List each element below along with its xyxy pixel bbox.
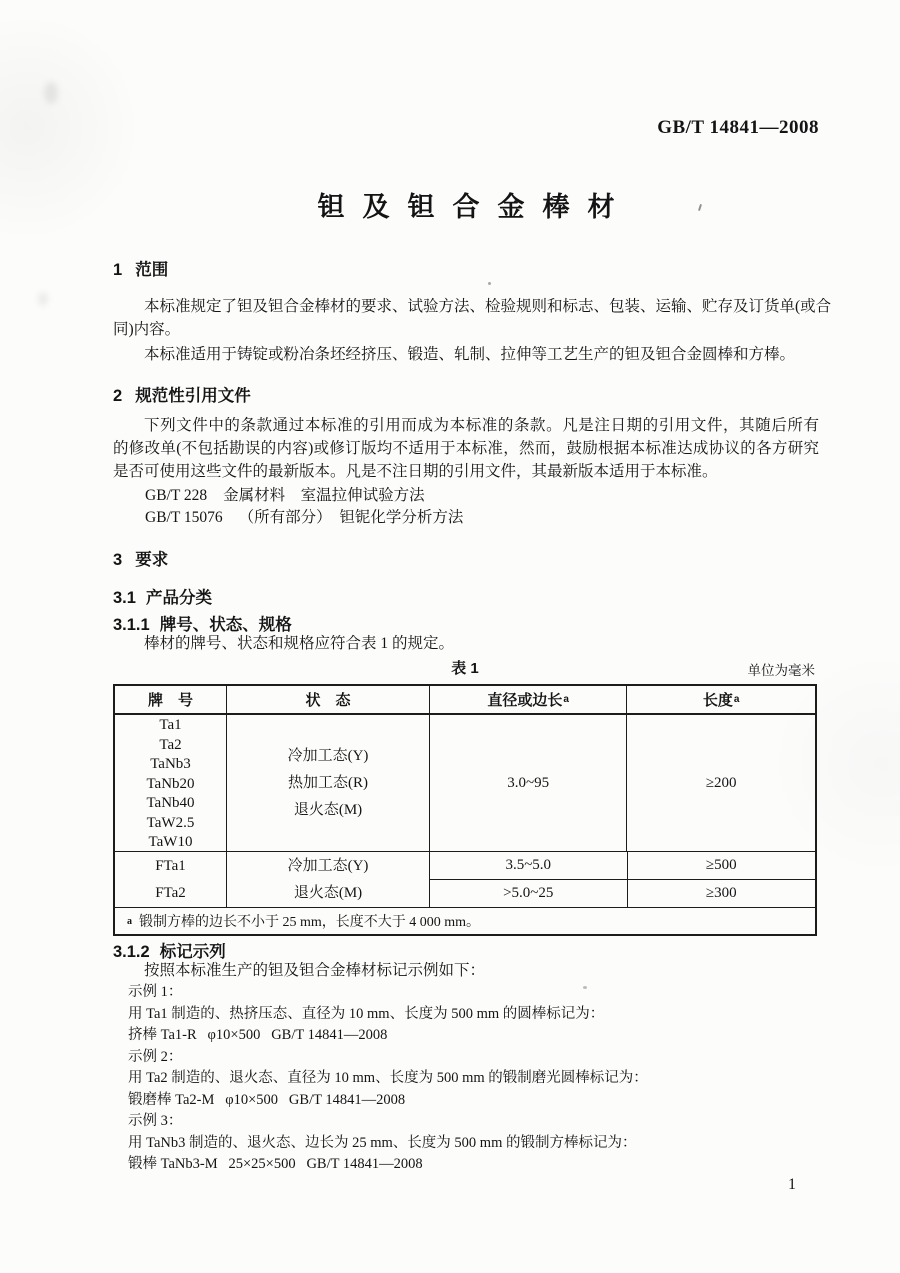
grade-value: TaW10 <box>148 834 193 850</box>
diameter-header-footnote-mark: a <box>563 694 569 705</box>
table-group-1-row <box>115 715 815 852</box>
reference-2-name: （所有部分） 钽铌化学分析方法 <box>238 509 464 526</box>
example-2-description: 用 Ta2 制造的、退火态、直径为 10 mm、长度为 500 mm 的锻制磨光圆棒标记为： <box>128 1070 648 1086</box>
scope-paragraph-2-line: 本标准适用于铸锭或粉冶条坯经挤压、锻造、轧制、拉伸等工艺生产的钽及钽合金圆棒和方棒。 <box>144 346 796 363</box>
reference-1-name: 金属材料 室温拉伸试验方法 <box>223 487 425 504</box>
grade-value: FTa2 <box>155 884 186 901</box>
normative-paragraph-line-1: 下列文件中的条款通过本标准的引用而成为本标准的条款。凡是注日期的引用文件，其随后所有 <box>144 417 819 434</box>
example-block-1 <box>128 982 818 1047</box>
spec-1-diameter: 3.5~5.0 <box>430 852 628 879</box>
standard-number: GB/T 14841—2008 <box>657 117 819 138</box>
example-3-label: 示例 3： <box>128 1113 183 1129</box>
marking-intro-line: 按照本标准生产的钽及钽合金棒材标记示例如下： <box>144 962 486 979</box>
scope-paragraph-2 <box>113 343 819 366</box>
section-3-1-title: 产品分类 <box>145 589 212 607</box>
example-2-marking: 锻磨棒 Ta2-M φ10×500 GB/T 14841—2008 <box>128 1091 406 1108</box>
section-3-heading <box>113 546 819 570</box>
group-1-grades-cell <box>115 715 227 851</box>
spec-2-length: ≥300 <box>705 885 737 901</box>
group-2-spec-cells <box>430 852 815 907</box>
footnote-text: 锻制方棒的边长不小于 25 mm，长度不大于 4 000 mm。 <box>139 915 481 930</box>
state-value: 退火态(M) <box>293 884 363 901</box>
example-1-marking: 挤棒 Ta1-R φ10×500 GB/T 14841—2008 <box>128 1027 388 1043</box>
column-header-length <box>627 686 815 713</box>
example-1-description: 用 Ta1 制造的、热挤压态、直径为 10 mm、长度为 500 mm 的圆棒标记为： <box>128 1005 605 1022</box>
grade-value: TaNb40 <box>146 795 195 811</box>
footnote-mark: a <box>127 915 132 927</box>
marking-intro-paragraph <box>113 959 819 982</box>
grade-value: TaNb20 <box>146 775 195 792</box>
grade-value: TaNb3 <box>150 756 191 772</box>
scan-artifact-dot <box>583 986 587 989</box>
diameter-header-label: 直径或边长 <box>487 692 563 709</box>
scan-artifact-smudge <box>38 292 48 306</box>
spec-2-diameter: >5.0~25 <box>430 880 628 907</box>
section-1-heading <box>113 256 819 280</box>
reference-item-1 <box>145 485 805 507</box>
example-block-3 <box>128 1111 818 1176</box>
table-unit-note: 单位为毫米 <box>747 663 815 678</box>
example-3-description: 用 TaNb3 制造的、退火态、边长为 25 mm、长度为 500 mm 的锻制方棒标记为： <box>128 1134 637 1151</box>
spec-1-length: ≥500 <box>705 857 737 873</box>
group-2-grades-cell <box>115 852 227 907</box>
length-header-footnote-mark: a <box>733 694 740 705</box>
reference-2-code: GB/T 15076 <box>145 509 223 526</box>
example-1-label: 示例 1： <box>128 984 183 1000</box>
grade-value: FTa1 <box>155 857 186 874</box>
group-1-states-cell <box>227 715 430 851</box>
scope-paragraph-1 <box>113 295 832 341</box>
section-3-1-number: 3.1 <box>113 589 136 607</box>
grade-value: Ta1 <box>159 717 182 733</box>
reference-item-2 <box>145 507 805 529</box>
column-header-grade <box>115 686 227 713</box>
table-caption: 表 1 <box>451 660 479 677</box>
section-1-title: 范围 <box>135 261 169 279</box>
state-value: 冷加工态(Y) <box>287 747 369 764</box>
section-3-1-1-number: 3.1.1 <box>113 616 150 634</box>
table-1 <box>113 684 817 936</box>
state-value: 热加工态(R) <box>288 774 368 791</box>
grade-value: Ta2 <box>159 736 182 753</box>
spec-row-2 <box>430 879 815 907</box>
column-header-state <box>227 686 430 713</box>
group-2-states-cell <box>227 852 430 907</box>
group-1-diameter-cell: 3.0~95 <box>430 715 627 851</box>
section-2-title: 规范性引用文件 <box>135 387 251 405</box>
section-3-1-2-title: 标记示列 <box>159 943 226 961</box>
state-value: 退火态(M) <box>293 801 363 818</box>
grade-header-label: 牌 号 <box>147 692 193 709</box>
table-group-2-row <box>115 852 815 907</box>
example-3-marking: 锻棒 TaNb3-M 25×25×500 GB/T 14841—2008 <box>128 1156 423 1172</box>
section-1-number: 1 <box>113 261 123 279</box>
marking-examples <box>128 982 818 1176</box>
section-3-title: 要求 <box>135 551 169 569</box>
section-2-number: 2 <box>113 387 123 405</box>
classification-paragraph <box>113 632 819 655</box>
classification-paragraph-line: 棒材的牌号、状态和规格应符合表 1 的规定。 <box>144 635 455 652</box>
normative-paragraph-line-2: 的修改单(不包括勘误的内容)或修订版均不适用于本标准，然而，鼓励根据本标准达成协议的各方研究 <box>113 440 819 457</box>
example-2-label: 示例 2： <box>128 1048 183 1065</box>
normative-paragraph-line-3: 是否可使用这些文件的最新版本。凡是不注日期的引用文件，其最新版本适用于本标准。 <box>113 463 718 480</box>
state-value: 冷加工态(Y) <box>287 857 369 874</box>
section-3-1-heading <box>113 584 819 608</box>
page-number: 1 <box>788 1176 796 1193</box>
section-3-1-2-number: 3.1.2 <box>113 943 150 961</box>
column-header-diameter <box>430 686 627 713</box>
section-3-number: 3 <box>113 551 123 569</box>
scope-paragraph-1-line-2: 同)内容。 <box>113 321 181 338</box>
example-block-2 <box>128 1047 818 1112</box>
scope-paragraph-1-line-1: 本标准规定了钽及钽合金棒材的要求、试验方法、检验规则和标志、包装、运输、贮存及订货单(或合 <box>144 298 832 315</box>
table-caption-row <box>113 657 817 677</box>
scan-artifact-dot <box>488 282 491 285</box>
grade-value: TaW2.5 <box>146 814 195 831</box>
reference-list <box>145 485 805 529</box>
table-header-row <box>115 686 815 715</box>
state-header-label: 状 态 <box>305 692 351 709</box>
reference-1-code: GB/T 228 <box>145 487 208 504</box>
normative-references-paragraph <box>113 414 819 483</box>
table-footnote <box>115 907 815 934</box>
length-header-label: 长度 <box>702 692 733 709</box>
scan-artifact-smudge <box>44 82 58 104</box>
page-title: 钽及钽合金棒材 <box>317 192 633 222</box>
section-2-heading <box>113 382 819 406</box>
group-1-length-cell: ≥200 <box>705 774 737 791</box>
section-3-1-1-title: 牌号、状态、规格 <box>159 616 292 634</box>
spec-row-1 <box>430 852 815 879</box>
